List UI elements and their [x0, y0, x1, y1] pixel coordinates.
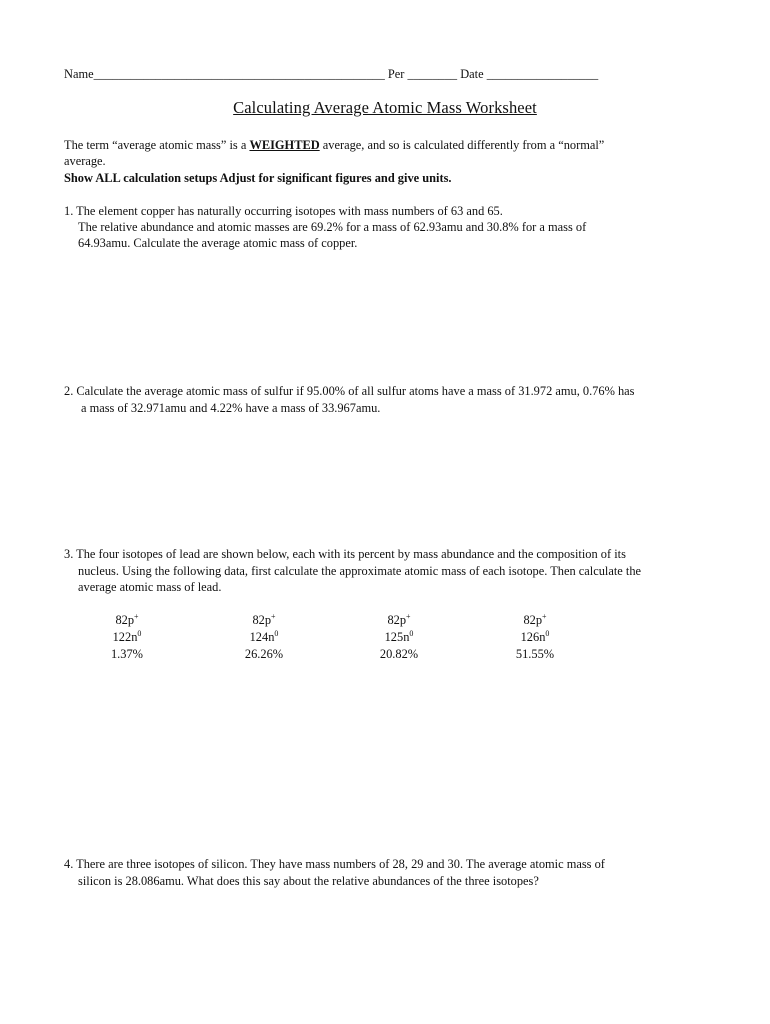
question-3-line-1: 3. The four isotopes of lead are shown below, each with its percent by mass abundance and the composition of its — [64, 547, 626, 561]
name-field[interactable]: _______________________________________________ — [93, 67, 385, 81]
instruction-text: Show ALL calculation setups Adjust for significant figures and give units. — [64, 171, 452, 185]
isotope-column — [500, 612, 570, 663]
question-1-line-1: 1. The element copper has naturally occurring isotopes with mass numbers of 63 and 65. — [64, 204, 503, 218]
abundance: 26.26% — [244, 647, 284, 661]
abundance: 20.82% — [379, 647, 419, 661]
per-field[interactable]: ________ — [407, 67, 458, 81]
isotope-column — [92, 612, 162, 663]
neutron-count: $124n^0$ — [249, 629, 279, 644]
question-3-line-3: average atomic mass of lead. — [78, 580, 222, 594]
proton-count: 82p+ — [523, 612, 547, 627]
page-title: Calculating Average Atomic Mass Worksheet — [233, 98, 537, 117]
abundance: 1.37% — [110, 647, 143, 661]
question-1-line-3: 64.93amu. Calculate the average atomic mass of copper. — [78, 236, 358, 250]
neutron-count: $122n^0$ — [112, 629, 142, 644]
weighted-emphasis: WEIGHTED — [249, 138, 320, 152]
question-2-line-1: 2. Calculate the average atomic mass of sulfur if 95.00% of all sulfur atoms have a mass of 31.972 amu, 0.76% has — [64, 384, 635, 398]
intro-text: The term “average atomic mass” is a — [64, 138, 250, 152]
question-4-line-1: 4. There are three isotopes of silicon. They have mass numbers of 28, 29 and 30. The average atomic mass of — [64, 857, 605, 871]
neutron-count: $126n^0$ — [520, 629, 550, 644]
question-2-line-2: a mass of 32.971amu and 4.22% have a mass of 33.967amu. — [81, 401, 381, 415]
date-field[interactable]: __________________ — [486, 67, 599, 81]
isotope-column — [364, 612, 434, 663]
question-3-line-2: nucleus. Using the following data, first calculate the approximate atomic mass of each isotope. Then calculate the — [78, 564, 642, 578]
per-label: Per — [387, 67, 405, 81]
question-1-line-2: The relative abundance and atomic masses are 69.2% for a mass of 62.93amu and 30.8% for a mass of — [78, 220, 587, 234]
intro-line-1 — [64, 137, 604, 154]
isotope-column — [229, 612, 299, 663]
intro-line-2: average. — [64, 154, 106, 168]
proton-count: 82p+ — [115, 612, 139, 627]
question-4-line-2: silicon is 28.086amu. What does this say about the relative abundances of the three isotopes? — [78, 874, 539, 888]
intro-text-cont: average, and so is calculated differently from a “normal” — [319, 138, 605, 152]
proton-count: 82p+ — [252, 612, 276, 627]
header-line — [64, 66, 598, 83]
neutron-count: $125n^0$ — [384, 629, 414, 644]
abundance: 51.55% — [515, 647, 555, 661]
proton-count: 82p+ — [387, 612, 411, 627]
name-label: Name — [64, 67, 94, 81]
date-label: Date — [460, 67, 484, 81]
